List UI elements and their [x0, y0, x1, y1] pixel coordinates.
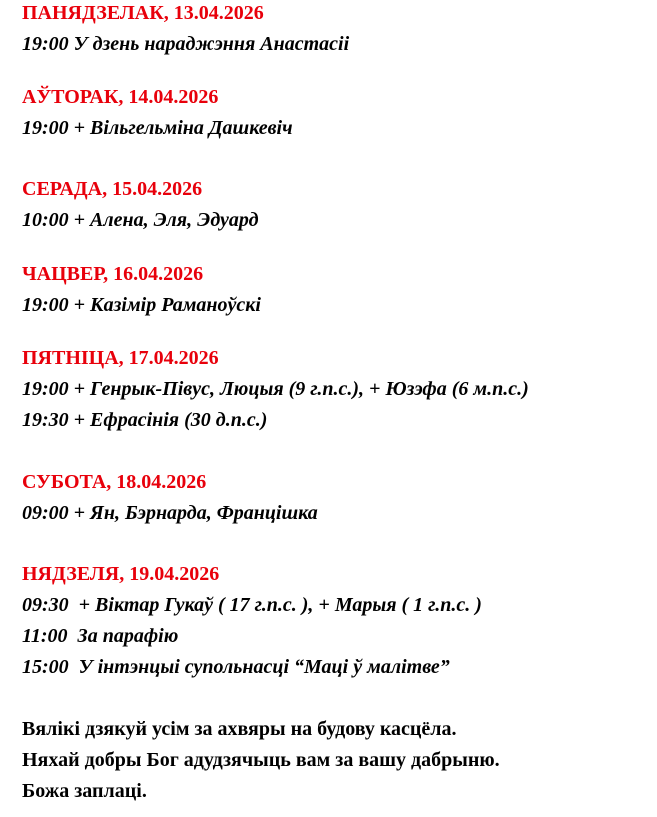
day-block-thursday — [22, 259, 261, 321]
closing-line: Няхай добры Бог адудзячыць вам за вашу дабрыню. — [22, 749, 500, 771]
day-header: ЧАЦВЕР, 16.04.2026 — [22, 263, 204, 285]
mass-intention: 19:00 У дзень нараджэння Анастасіі — [22, 33, 350, 55]
day-block-saturday — [22, 467, 318, 529]
mass-intention: 09:00 + Ян, Бэрнарда, Францішка — [22, 502, 318, 524]
mass-intention: 15:00 У інтэнцыі супольнасці “Маці ў малітве” — [22, 656, 450, 678]
day-block-sunday — [22, 559, 482, 683]
day-header: АЎТОРАК, 14.04.2026 — [22, 86, 219, 108]
mass-intention: 19:00 + Вільгельміна Дашкевіч — [22, 117, 293, 139]
day-header: НЯДЗЕЛЯ, 19.04.2026 — [22, 563, 220, 585]
day-header: СЕРАДА, 15.04.2026 — [22, 178, 203, 200]
day-block-wednesday — [22, 174, 259, 236]
day-block-friday — [22, 343, 529, 436]
closing-message — [22, 714, 500, 807]
mass-intention: 19:00 + Казімір Раманоўскі — [22, 294, 261, 316]
day-block-tuesday — [22, 82, 293, 144]
day-header: СУБОТА, 18.04.2026 — [22, 471, 207, 493]
day-block-monday — [22, 0, 349, 60]
day-header: ПЯТНІЦА, 17.04.2026 — [22, 347, 219, 369]
mass-intention: 11:00 За парафію — [22, 625, 179, 647]
mass-intention: 19:00 + Генрык-Півус, Люцыя (9 г.п.с.), + Юзэфа (6 м.п.с.) — [22, 378, 529, 400]
mass-intention: 10:00 + Алена, Эля, Эдуард — [22, 209, 259, 231]
mass-intention: 09:30 + Віктар Гукаў ( 17 г.п.с. ), + Марыя ( 1 г.п.с. ) — [22, 594, 482, 616]
closing-line: Вялікі дзякуй усім за ахвяры на будову касцёла. — [22, 718, 457, 740]
day-header: ПАНЯДЗЕЛАК, 13.04.2026 — [22, 2, 264, 24]
mass-intention: 19:30 + Ефрасінія (30 д.п.с.) — [22, 409, 268, 431]
closing-line: Божа заплаці. — [22, 780, 147, 802]
